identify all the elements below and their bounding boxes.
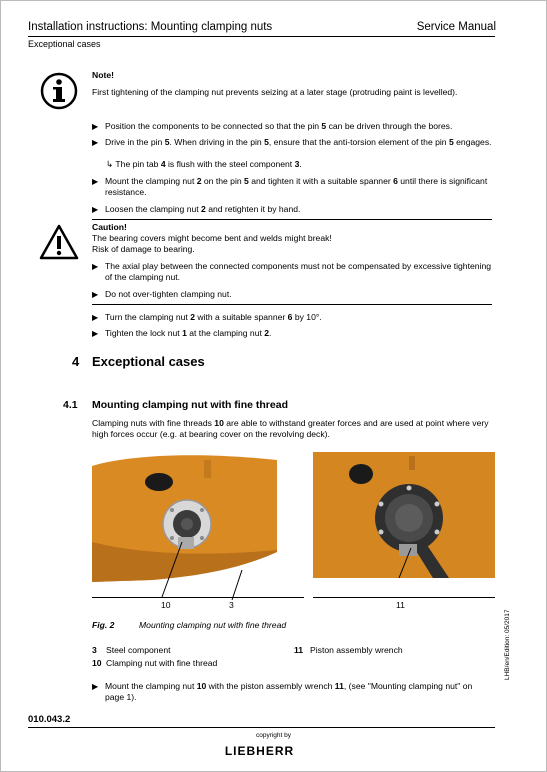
copyright-text: copyright by <box>255 732 292 739</box>
footer-rule <box>28 727 495 728</box>
legend-num: 3 <box>92 645 97 655</box>
list-item: ▶ Turn the clamping nut 2 with a suitable spanner 6 by 10°. <box>92 312 322 322</box>
subsection-number: 4.1 <box>63 399 78 411</box>
figure-rule-right <box>313 597 495 598</box>
intro-text: Clamping nuts with fine threads 10 are able to withstand greater forces and are used at point where very high forces occur (e.g. at bearing cover on the revolving deck). <box>92 418 489 439</box>
section-number: 4 <box>72 354 80 369</box>
legend-text: Clamping nut with fine thread <box>106 658 218 668</box>
edition-text: LHB/en/Edition: 05/2017 <box>504 609 511 680</box>
caution-rule <box>92 219 492 220</box>
callout-3: 3 <box>229 600 234 610</box>
section-title: Exceptional cases <box>92 354 205 369</box>
brand-logo: LIEBHERR <box>224 744 295 758</box>
subsection-title: Mounting clamping nut with fine thread <box>92 399 288 411</box>
header-manual: Service Manual <box>416 21 496 33</box>
photo-left <box>92 452 277 600</box>
caution-line2: Risk of damage to bearing. <box>92 244 195 254</box>
legend-text: Piston assembly wrench <box>310 645 403 655</box>
caution-line1: The bearing covers might become bent and welds might break! <box>92 233 332 243</box>
photo-right <box>313 452 495 578</box>
result-line: ↳ The pin tab 4 is flush with the steel component 3. <box>106 159 302 169</box>
list-item: ▶ Drive in the pin 5. When driving in the pin 5, ensure that the anti-torsion element of the pin 5 engages. <box>92 137 492 147</box>
header-section: Exceptional cases <box>28 39 101 49</box>
list-item: ▶ The axial play between the connected components must not be compensated by excessive tightening of the clamping nut. <box>92 261 492 282</box>
callout-10: 10 <box>161 600 171 610</box>
legend-num: 11 <box>294 645 304 655</box>
legend-text: Steel component <box>106 645 171 655</box>
note-text: First tightening of the clamping nut prevents seizing at a later stage (protruding paint is levelled). <box>92 87 458 97</box>
figure-label: Fig. 2 <box>92 620 115 630</box>
figure-rule-left <box>92 597 304 598</box>
callout-11: 11 <box>396 600 405 610</box>
list-item: ▶ Position the components to be connected so that the pin 5 can be driven through the bores. <box>92 121 453 131</box>
result-icon: ↳ <box>106 159 114 169</box>
list-item: ▶ Loosen the clamping nut 2 and retighten it by hand. <box>92 204 301 214</box>
header-rule <box>28 36 495 37</box>
figure-caption: Mounting clamping nut with fine thread <box>139 620 287 630</box>
page-code: 010.043.2 <box>28 714 71 725</box>
list-item: ▶ Tighten the lock nut 1 at the clamping nut 2. <box>92 328 272 338</box>
warning-triangle-icon <box>39 224 79 265</box>
header-title: Installation instructions: Mounting clamping nuts <box>28 21 273 33</box>
list-item: ▶ Do not over-tighten clamping nut. <box>92 289 232 299</box>
list-item: ▶ Mount the clamping nut 10 with the piston assembly wrench 11, (see "Mounting clamping nut" on page 1). <box>92 681 473 702</box>
list-item: ▶ Mount the clamping nut 2 on the pin 5 and tighten it with a suitable spanner 6 until there is significant resistance. <box>92 176 488 197</box>
info-icon <box>40 72 78 115</box>
caution-rule-bottom <box>92 304 492 305</box>
note-title: Note! <box>92 70 114 80</box>
caution-title: Caution! <box>92 222 127 232</box>
legend-num: 10 <box>92 658 102 668</box>
